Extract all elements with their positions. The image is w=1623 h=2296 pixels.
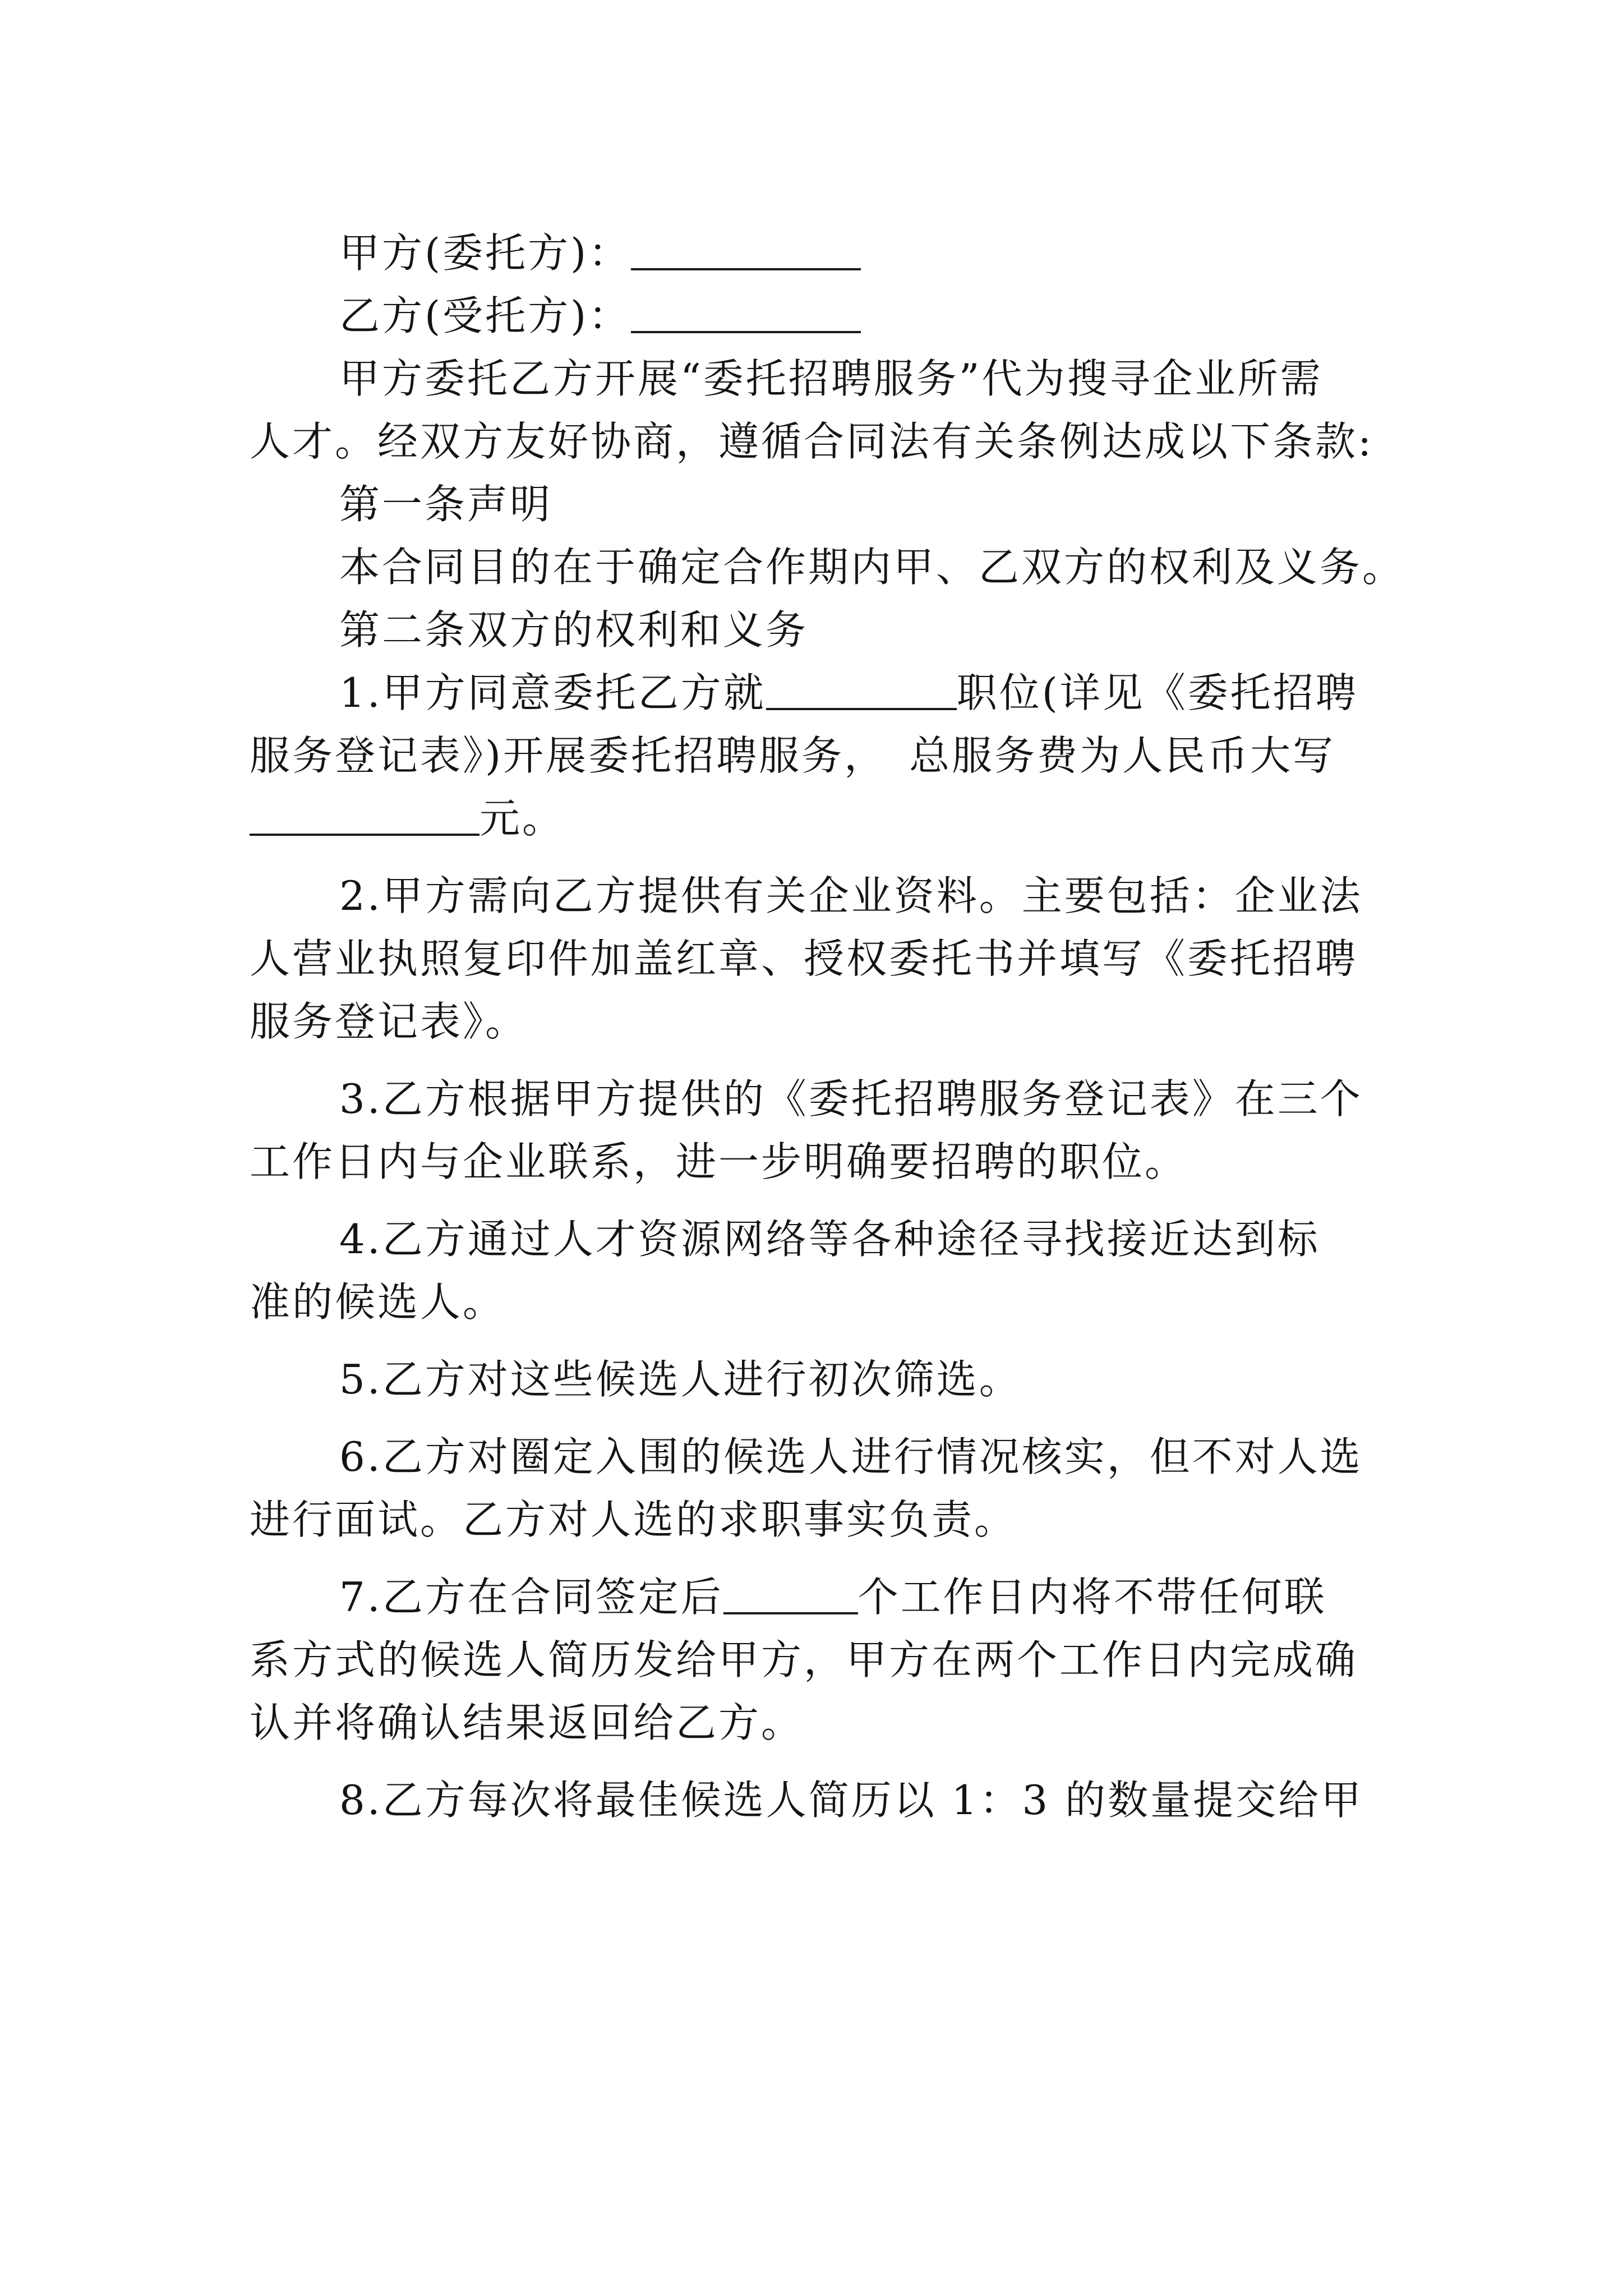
party-b-label: 乙方(受托方)：: [339, 292, 631, 339]
party-b-line: [250, 284, 1394, 347]
item-7-part-1: 7.乙方在合同签定后: [339, 1573, 723, 1621]
item-3-line-2: 工作日内与企业联系，进一步明确要招聘的职位。: [250, 1138, 1188, 1185]
item-2-line-1: 2.甲方需向乙方提供有关企业资料。主要包括：企业法: [339, 872, 1363, 919]
article-1-title: 第一条声明: [339, 481, 553, 528]
item-1-line-3: [250, 787, 1394, 850]
item-3-line-1: 3.乙方根据甲方提供的《委托招聘服务登记表》在三个: [339, 1075, 1363, 1122]
item-1-line-1: [250, 661, 1394, 724]
item-8-line-1: 8.乙方每次将最佳候选人简历以 1：3 的数量提交给甲: [339, 1777, 1364, 1824]
item-5-line-1: 5.乙方对这些候选人进行初次筛选。: [339, 1356, 1022, 1403]
item-4-line-1: 4.乙方通过人才资源网络等各种途径寻找接近达到标: [339, 1216, 1320, 1263]
item-7-line-1: [250, 1566, 1394, 1628]
item-7-line-3: 认并将确认结果返回给乙方。: [250, 1699, 804, 1746]
fee-blank: [250, 798, 479, 836]
article-2-title: 第二条双方的权利和义务: [339, 606, 809, 654]
contract-body: [250, 222, 1405, 1832]
item-2-line-2: 人营业执照复印件加盖红章、授权委托书并填写《委托招聘: [250, 935, 1358, 982]
item-6-line-1: 6.乙方对圈定入围的候选人进行情况核实，但不对人选: [339, 1433, 1363, 1480]
item-6-line-2: 进行面试。乙方对人选的求职事实负责。: [250, 1496, 1017, 1543]
item-7-part-2: 个工作日内将不带任何联: [857, 1573, 1327, 1621]
workdays-blank: [723, 1576, 858, 1614]
intro-line-1: 甲方委托乙方开展“委托招聘服务”代为搜寻企业所需: [339, 355, 1323, 402]
party-b-blank: [631, 295, 861, 333]
party-a-blank: [631, 232, 861, 270]
intro-line-2: 人才。经双方友好协商，遵循合同法有关条例达成以下条款:: [250, 418, 1374, 465]
item-1-line-2: 服务登记表》)开展委托招聘服务， 总服务费为人民币大写: [250, 732, 1336, 779]
party-a-line: [250, 222, 1394, 284]
item-1-suffix: 元。: [479, 795, 565, 842]
item-4-line-2: 准的候选人。: [250, 1278, 506, 1326]
position-blank: [766, 672, 957, 710]
article-1-text: 本合同目的在于确定合作期内甲、乙双方的权利及义务。: [339, 544, 1405, 591]
party-a-label: 甲方(委托方)：: [339, 229, 631, 277]
item-7-line-2: 系方式的候选人简历发给甲方，甲方在两个工作日内完成确: [250, 1636, 1358, 1683]
item-2-line-3: 服务登记表》。: [250, 998, 528, 1045]
item-1-part-2: 职位(详见《委托招聘: [956, 669, 1358, 716]
item-1-part-1: 1.甲方同意委托乙方就: [339, 669, 766, 716]
